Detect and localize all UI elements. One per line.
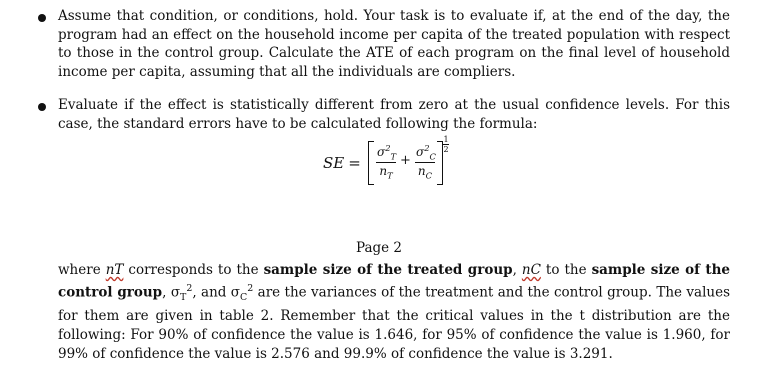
exponent-half: 1 2 [443, 135, 449, 154]
left-bracket [368, 141, 374, 185]
bullet-paragraph-significance: Evaluate if the effect is statistically different from zero at the usual confidence levels. For this case, the standard errors have to be calculated following the formula: [58, 97, 730, 132]
bullet-marker [38, 14, 46, 22]
page-number: Page 2 [355, 240, 403, 256]
bullet-paragraph-ate: Assume that condition, or conditions, hold. Your task is to evaluate if, at the end of the day, the program had an effect on the household income per capita of the treated population with respect to those in the control group. Calculate the ATE of each program on the final level of household income per capita, assuming that all the individuals are compliers. [58, 8, 730, 80]
plus-sign: + [400, 153, 411, 168]
fraction-control: $\frac{\sigma^2_C}{n_C}$ [416, 143, 436, 181]
fraction-treated: $\frac{\sigma^2_T}{n_T}$ [377, 143, 397, 181]
symbol-n-c: nC [521, 262, 541, 278]
bullet-marker [38, 103, 46, 111]
symbol-n-t: nT [105, 262, 124, 278]
formula-lhs: SE = [323, 154, 361, 172]
where-paragraph: where nT corresponds to the sample size of the treated group, nC to the sample size of the control group, $\sigma_T^2$, and $\sigma_C^2$ are the variances of the treatment and the control group. The values for them are given in table 2. Remember that the critical values in the t distribution are the following: For 90% of confidence the value is 1.646, for 95% of confidence the value is 1.960, for 99% of confidence the value is 2.576 and 99.9% of confidence the value is 3.291. [58, 262, 730, 362]
